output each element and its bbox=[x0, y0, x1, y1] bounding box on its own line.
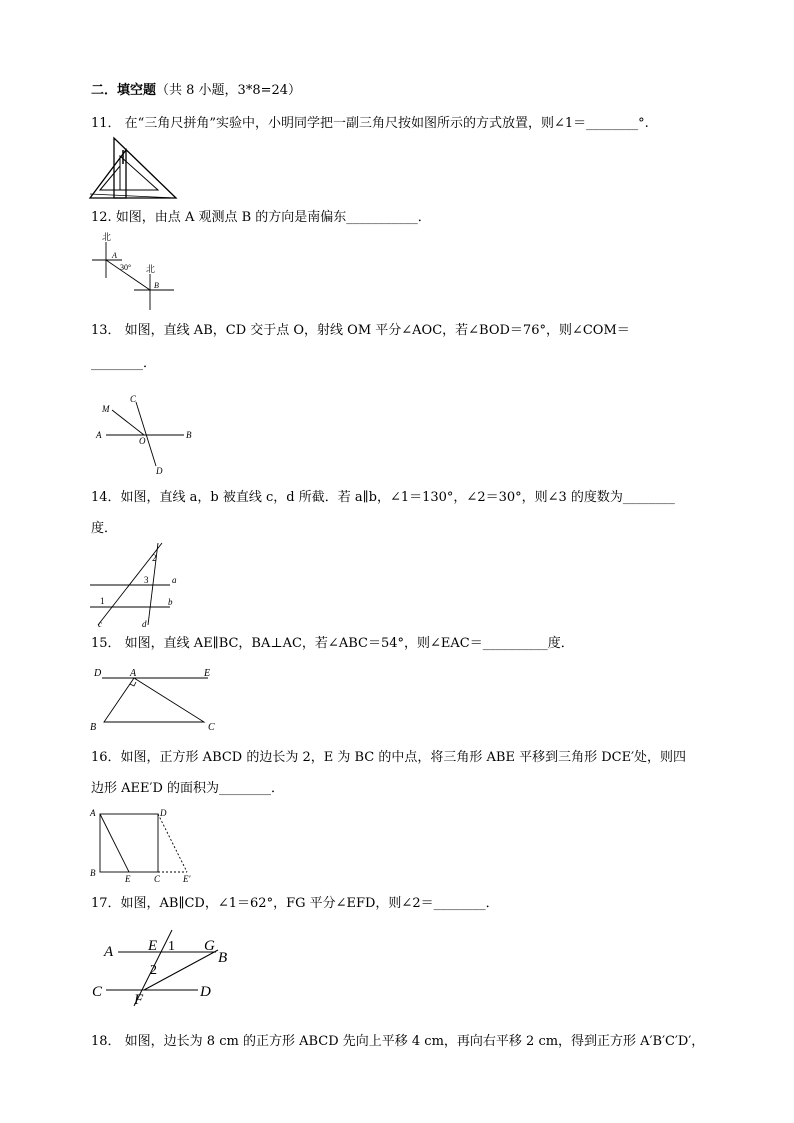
q16-label-e: E bbox=[125, 874, 131, 884]
q14-angle-2: 2 bbox=[152, 553, 157, 563]
q17-label-a: A bbox=[104, 944, 114, 960]
q17-label-c: C bbox=[92, 984, 103, 1000]
question-16-text-2: 边形 AEE′D 的面积为________． bbox=[91, 781, 285, 796]
q15-label-b: B bbox=[90, 722, 97, 733]
q11-inner-triangle bbox=[100, 166, 120, 190]
q15-label-c: C bbox=[208, 722, 215, 733]
q16-label-a: A bbox=[90, 808, 96, 818]
q13-label-d: D bbox=[156, 466, 163, 476]
question-13-text-1: 13． 如图，直线 AB，CD 交于点 O，射线 OM 平分∠AOC，若∠BOD＝76°，则∠COM＝ bbox=[91, 323, 630, 338]
q15-label-d: D bbox=[94, 668, 102, 679]
section-title: 二．填空题 bbox=[91, 83, 157, 98]
section-heading-line bbox=[91, 83, 301, 99]
q17-label-b: B bbox=[218, 950, 228, 966]
question-16-text-1: 16．如图，正方形 ABCD 的边长为 2，E 为 BC 的中点，将三角形 ABE 平移到三角形 DCE′处，则四 bbox=[91, 750, 687, 765]
q17-label-d: D bbox=[200, 984, 211, 1000]
q15-label-e: E bbox=[204, 668, 211, 679]
q16-label-d: D bbox=[160, 808, 167, 818]
q11-figure bbox=[88, 136, 180, 202]
q12-north-label-1: 北 bbox=[102, 232, 112, 242]
q15-label-a: A bbox=[130, 668, 137, 679]
q16-label-b: B bbox=[90, 868, 96, 878]
q12-figure bbox=[88, 230, 180, 315]
q14-line-a: a bbox=[172, 575, 177, 585]
q13-figure bbox=[92, 392, 202, 476]
question-12-text: 12. 如图，由点 A 观测点 B 的方向是南偏东___________． bbox=[91, 210, 431, 225]
q12-point-a: A bbox=[112, 251, 117, 260]
q13-label-a: A bbox=[96, 430, 102, 440]
q14-angle-3: 3 bbox=[144, 575, 149, 585]
q14-angle-1: 1 bbox=[100, 596, 105, 606]
question-15-text: 15． 如图，直线 AE∥BC，BA⊥AC，若∠ABC＝54°，则∠EAC＝__________度． bbox=[91, 636, 574, 651]
q17-angle-1: 1 bbox=[168, 939, 175, 954]
q15-figure bbox=[90, 664, 220, 736]
q12-north-label-2: 北 bbox=[146, 264, 156, 274]
q16-label-e-prime: E′ bbox=[183, 874, 191, 884]
question-18-text: 18． 如图，边长为 8 cm 的正方形 ABCD 先向上平移 4 cm，再向右平移 2 cm，得到正方形 A′B′C′D′， bbox=[91, 1034, 705, 1049]
q13-label-o: O bbox=[139, 436, 146, 446]
q16-figure bbox=[88, 804, 198, 886]
question-11-text: 11． 在“三角尺拼角”实验中，小明同学把一副三角尺按如图所示的方式放置，则∠1＝________°. bbox=[91, 116, 649, 131]
question-14-text-1: 14．如图，直线 a，b 被直线 c，d 所截．若 a∥b，∠1＝130°，∠2＝30°，则∠3 的度数为________ bbox=[91, 490, 675, 505]
q12-angle-label: 30° bbox=[120, 263, 132, 272]
q17-label-g: G bbox=[204, 938, 215, 954]
q17-angle-2: 2 bbox=[150, 963, 157, 978]
q13-label-c: C bbox=[130, 394, 137, 404]
question-14-text-2: 度． bbox=[91, 521, 118, 536]
q17-label-e: E bbox=[148, 938, 158, 954]
q14-line-c: c bbox=[98, 619, 102, 629]
question-17-text: 17．如图，AB∥CD，∠1＝62°，FG 平分∠EFD，则∠2＝________． bbox=[91, 896, 499, 911]
section-note: （共 8 小题，3*8=24） bbox=[156, 83, 302, 98]
q16-label-c: C bbox=[154, 874, 161, 884]
q11-second-triangle bbox=[114, 138, 176, 198]
q17-figure bbox=[90, 924, 240, 1008]
q14-line-d: d bbox=[142, 619, 147, 629]
q12-point-b: B bbox=[154, 281, 159, 290]
q13-label-b: B bbox=[186, 430, 192, 440]
q14-figure bbox=[88, 541, 184, 629]
question-13-text-2: ________． bbox=[91, 356, 157, 371]
q17-label-f: F bbox=[134, 992, 144, 1008]
q13-label-m: M bbox=[102, 404, 110, 414]
q14-line-b: b bbox=[168, 597, 173, 607]
